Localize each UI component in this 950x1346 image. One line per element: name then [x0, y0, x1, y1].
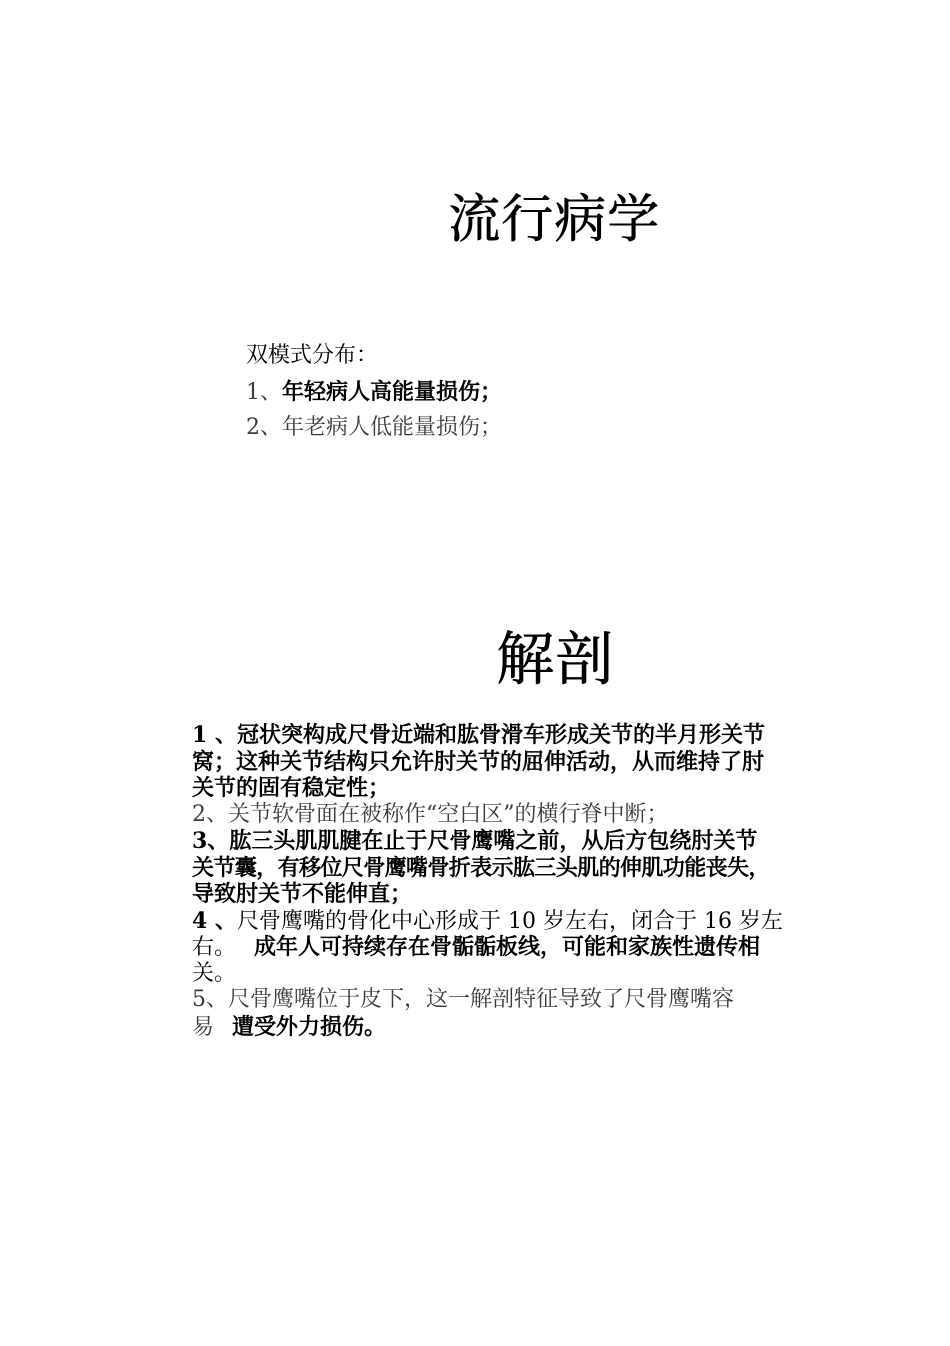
item-number: 1、	[246, 380, 282, 405]
anatomy-item-2-line-1	[192, 802, 862, 829]
item-text: 尺骨鹰嘴位于皮下，这一解剖特征导致了尺骨鹰嘴容	[228, 987, 735, 1012]
item-text: 年老病人低能量损伤；	[282, 415, 503, 440]
item-text: 易	[192, 1014, 215, 1040]
item-text: 成年人可持续存在骨骺骺板线，可能和家族性遗传相	[254, 934, 761, 960]
anatomy-item-3-line-2	[192, 855, 862, 882]
item-text: 右。	[192, 935, 237, 960]
epidemiology-heading: 流行病学	[448, 190, 661, 250]
item-text: 关节的固有稳定性；	[192, 775, 391, 801]
item-text: 关节软骨面在被称作“空白区”的横行脊中断；	[228, 801, 669, 827]
item-number: 2、	[246, 415, 282, 440]
item-number: 2、	[192, 801, 228, 827]
item-number: 3、	[192, 828, 230, 854]
anatomy-heading: 解剖	[496, 625, 615, 693]
item-text: 窝；这种关节结构只允许肘关节的屈伸活动，从而维持了肘	[192, 748, 765, 775]
anatomy-item-1-line-2	[192, 749, 862, 776]
item-text: 肱三头肌肌腱在止于尺骨鹰嘴之前，从后方包绕肘关节	[229, 828, 758, 854]
epidemiology-intro	[246, 338, 666, 374]
anatomy-item-4-line-2	[192, 934, 862, 961]
anatomy-item-4-line-3	[192, 961, 862, 988]
intro-text: 双模式分布：	[246, 343, 379, 368]
item-text: 尺骨鹰嘴的骨化中心形成于 10 岁左右，闭合于 16 岁左	[236, 908, 783, 934]
item-text: 导致肘关节不能伸直；	[192, 881, 413, 907]
item-number: 1 、	[192, 722, 237, 748]
item-text: 遭受外力损伤。	[232, 1013, 387, 1040]
item-text: 关。	[192, 960, 237, 986]
anatomy-item-5-line-1	[192, 987, 862, 1014]
epidemiology-item-2	[246, 410, 666, 446]
epidemiology-item-1	[246, 374, 666, 410]
anatomy-section	[192, 722, 862, 1040]
anatomy-item-3-line-3	[192, 881, 862, 908]
anatomy-item-1-line-1	[192, 722, 862, 749]
anatomy-item-3-line-1	[192, 828, 862, 855]
item-text: 关节囊，有移位尺骨鹰嘴骨折表示肱三头肌的伸肌功能丧失，	[192, 854, 770, 881]
anatomy-item-4-line-1	[192, 908, 862, 935]
item-text: 冠状突构成尺骨近端和肱骨滑车形成关节的半月形关节	[236, 722, 765, 748]
item-number: 4 、	[192, 907, 237, 934]
anatomy-item-5-line-2	[192, 1014, 862, 1041]
epidemiology-section	[246, 338, 666, 446]
anatomy-item-1-line-3	[192, 775, 862, 802]
item-number: 5、	[192, 987, 228, 1012]
item-text: 年轻病人高能量损伤；	[282, 379, 503, 405]
